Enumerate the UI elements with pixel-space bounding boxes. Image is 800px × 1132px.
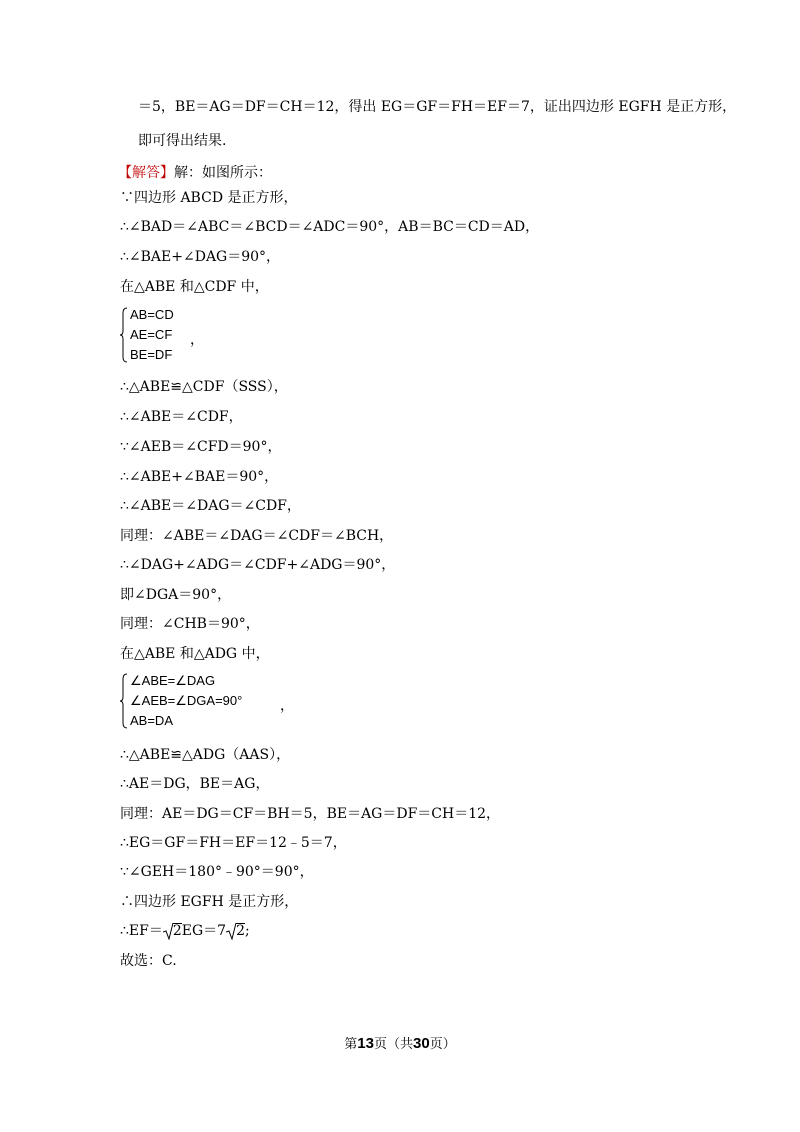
system-row: BE=DF <box>130 347 173 362</box>
text-line: 同理：AE＝DG＝CF＝BH＝5，BE＝AG＝DF＝CH＝12， <box>120 806 501 822</box>
system-comma: ， <box>190 332 204 348</box>
page-footer <box>0 1033 800 1052</box>
text-line: ∵∠AEB＝∠CFD＝90°， <box>120 439 282 455</box>
text-fragment: ; <box>245 923 250 939</box>
text-line: ∴EG＝GF＝FH＝EF＝12﹣5＝7， <box>120 835 347 851</box>
text-line: ∴△ABE≌△CDF（SSS）， <box>120 379 288 395</box>
system-row: ∠AEB=∠DGA=90° <box>130 693 243 708</box>
sqrt-expression <box>226 922 245 940</box>
footer-text: 页） <box>429 1037 456 1052</box>
system-row: AB=CD <box>130 307 174 322</box>
radical-icon <box>226 922 236 940</box>
text-line: 同理：∠ABE＝∠DAG＝∠CDF＝∠BCH， <box>120 528 394 544</box>
text-fragment: EG＝7 <box>181 923 227 939</box>
answer-intro: 解：如图所示： <box>174 165 272 181</box>
text-line: ∵∠GEH＝180°﹣90°＝90°， <box>120 864 314 880</box>
text-line: ∴∠ABE+∠BAE＝90°， <box>120 469 279 485</box>
text-line: ∴∠DAG+∠ADG＝∠CDF+∠ADG＝90°， <box>120 557 396 573</box>
left-brace-icon <box>120 673 128 729</box>
text-line: ∴AE＝DG，BE＝AG， <box>120 776 270 792</box>
footer-text: 第 <box>344 1037 358 1052</box>
text-line: 在△ABE 和△CDF 中， <box>120 279 269 295</box>
text-line: ∴∠BAD＝∠ABC＝∠BCD＝∠ADC＝90°，AB＝BC＝CD＝AD， <box>120 219 540 235</box>
text-line: 同理：∠CHB＝90°， <box>120 616 260 632</box>
radicand: 2 <box>236 923 245 939</box>
text-line: 即可得出结果. <box>138 133 227 149</box>
answer-line <box>118 164 272 182</box>
footer-text: 页（共 <box>373 1037 413 1052</box>
system-comma: ， <box>280 698 294 714</box>
text-line: 即∠DGA＝90°， <box>120 587 232 603</box>
system-row: AB=DA <box>130 713 173 728</box>
text-line: ∴△ABE≌△ADG（AAS）， <box>120 747 291 763</box>
text-line: ∴∠ABE＝∠DAG＝∠CDF， <box>120 498 301 514</box>
answer-tag: 【解答】 <box>118 165 174 181</box>
text-line: ∴四边形 EGFH 是正方形， <box>120 894 299 910</box>
radical-icon <box>163 922 173 940</box>
radicand: 2 <box>172 923 182 939</box>
text-line: ＝5，BE＝AG＝DF＝CH＝12，得出 EG＝GF＝FH＝EF＝7，证出四边形 EGFH 是正方形， <box>138 99 737 115</box>
text-line: ∴∠ABE＝∠CDF， <box>120 409 243 425</box>
left-brace-icon <box>120 307 128 363</box>
system-row: ∠ABE=∠DAG <box>130 673 216 688</box>
total-pages: 30 <box>413 1035 430 1052</box>
equation-system-2 <box>120 673 340 733</box>
equation-system-1 <box>120 307 320 367</box>
text-line: 在△ABE 和△ADG 中， <box>120 646 270 662</box>
text-line: ∵四边形 ABCD 是正方形， <box>120 190 298 206</box>
system-row: AE=CF <box>130 327 173 342</box>
page-number: 13 <box>357 1035 374 1052</box>
text-line: 故选：C. <box>120 953 177 969</box>
text-fragment: ∴EF＝ <box>120 923 163 939</box>
text-line: ∴∠BAE+∠DAG＝90°， <box>120 249 281 265</box>
sqrt-expression <box>163 922 182 940</box>
sqrt-line <box>120 922 250 940</box>
